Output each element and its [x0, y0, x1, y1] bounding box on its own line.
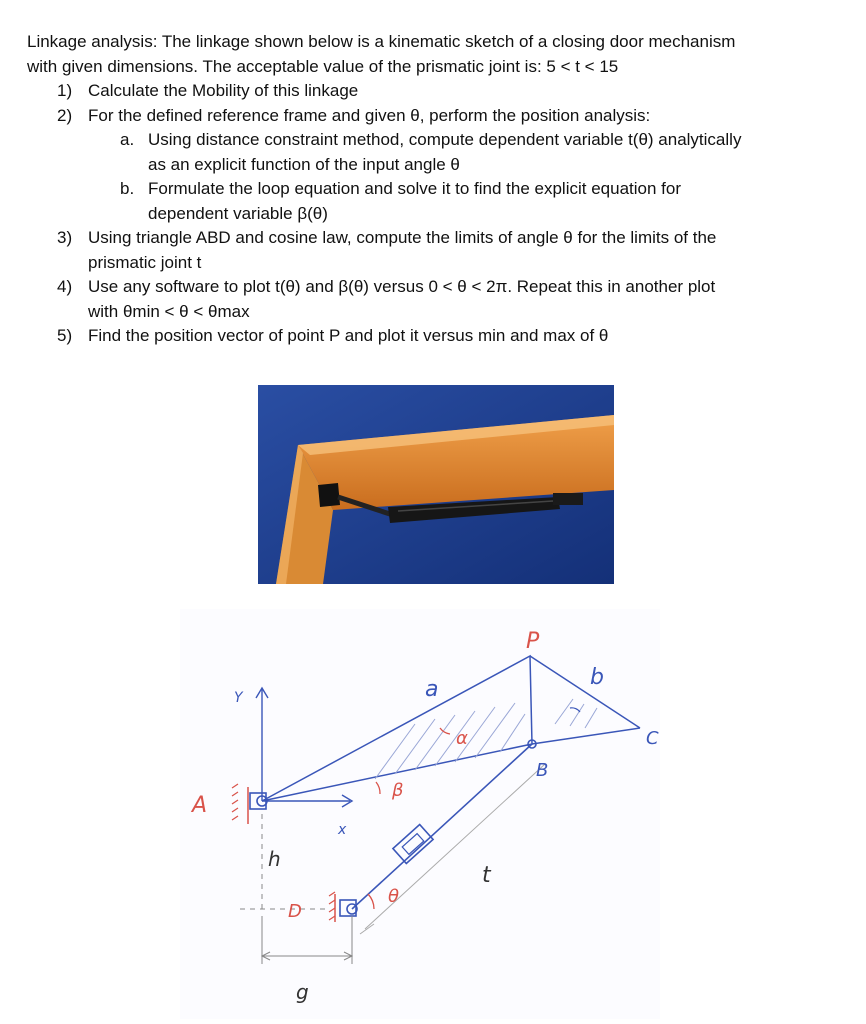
label-d: D — [288, 901, 302, 922]
label-g: g — [296, 980, 309, 1004]
door-closer-photo — [258, 385, 614, 584]
item-text: Find the position vector of point P and plot it versus min and max of θ — [88, 326, 609, 345]
label-theta: θ — [388, 886, 400, 907]
label-c: C — [646, 728, 659, 749]
question-list — [27, 79, 827, 349]
sub-item-line-1: Formulate the loop equation and solve it to find the explicit equation for — [148, 179, 682, 198]
label-beta: β — [392, 780, 404, 801]
list-item — [27, 79, 827, 104]
list-item — [27, 275, 827, 324]
sub-item-line-2: as an explicit function of the input angle θ — [148, 154, 460, 174]
closer-mount — [318, 483, 340, 507]
kinematic-sketch — [170, 604, 670, 1024]
sub-item-line-2: dependent variable β(θ) — [148, 203, 328, 223]
label-x-axis: x — [338, 822, 347, 838]
sub-item-line-1: Using distance constraint method, compute dependent variable t(θ) analytically — [148, 130, 742, 149]
item-line-2: with θmin < θ < θmax — [88, 301, 250, 321]
item-number: 3) — [57, 228, 73, 247]
item-line-1: Use any software to plot t(θ) and β(θ) versus 0 < θ < 2π. Repeat this in another plot — [88, 277, 716, 296]
label-b: B — [536, 760, 549, 781]
item-number: 4) — [57, 277, 73, 296]
label-link-a: a — [425, 677, 439, 702]
sketch-paper — [180, 609, 660, 1019]
item-line-2: prismatic joint t — [88, 252, 202, 272]
item-number: 5) — [57, 326, 73, 345]
item-line-1: Using triangle ABD and cosine law, compute the limits of angle θ for the limits of the — [88, 228, 717, 247]
problem-text — [27, 30, 827, 349]
sub-item-letter: a. — [120, 130, 135, 149]
sub-list-item — [88, 128, 827, 177]
intro-line-1: Linkage analysis: The linkage shown below is a kinematic sketch of a closing door mechanism — [27, 32, 736, 51]
label-y-axis: Y — [234, 690, 243, 706]
list-item — [27, 226, 827, 275]
label-h: h — [268, 847, 281, 871]
closer-end-bracket — [553, 493, 583, 505]
item-number: 2) — [57, 105, 73, 125]
label-p: P — [526, 629, 540, 654]
label-alpha: α — [456, 728, 468, 749]
item-text: For the defined reference frame and given θ, perform the position analysis: — [88, 105, 651, 125]
list-item — [27, 324, 827, 349]
item-number: 1) — [57, 81, 73, 100]
sub-list-item — [88, 177, 827, 226]
list-item — [27, 104, 827, 227]
label-a: A — [192, 793, 208, 818]
label-t: t — [482, 863, 491, 888]
item-text: Calculate the Mobility of this linkage — [88, 81, 359, 100]
sub-list — [88, 128, 827, 226]
label-link-b: b — [590, 665, 604, 690]
sub-item-letter: b. — [120, 179, 135, 198]
intro-line-2: with given dimensions. The acceptable value of the prismatic joint is: 5 < t < 15 — [27, 56, 619, 76]
